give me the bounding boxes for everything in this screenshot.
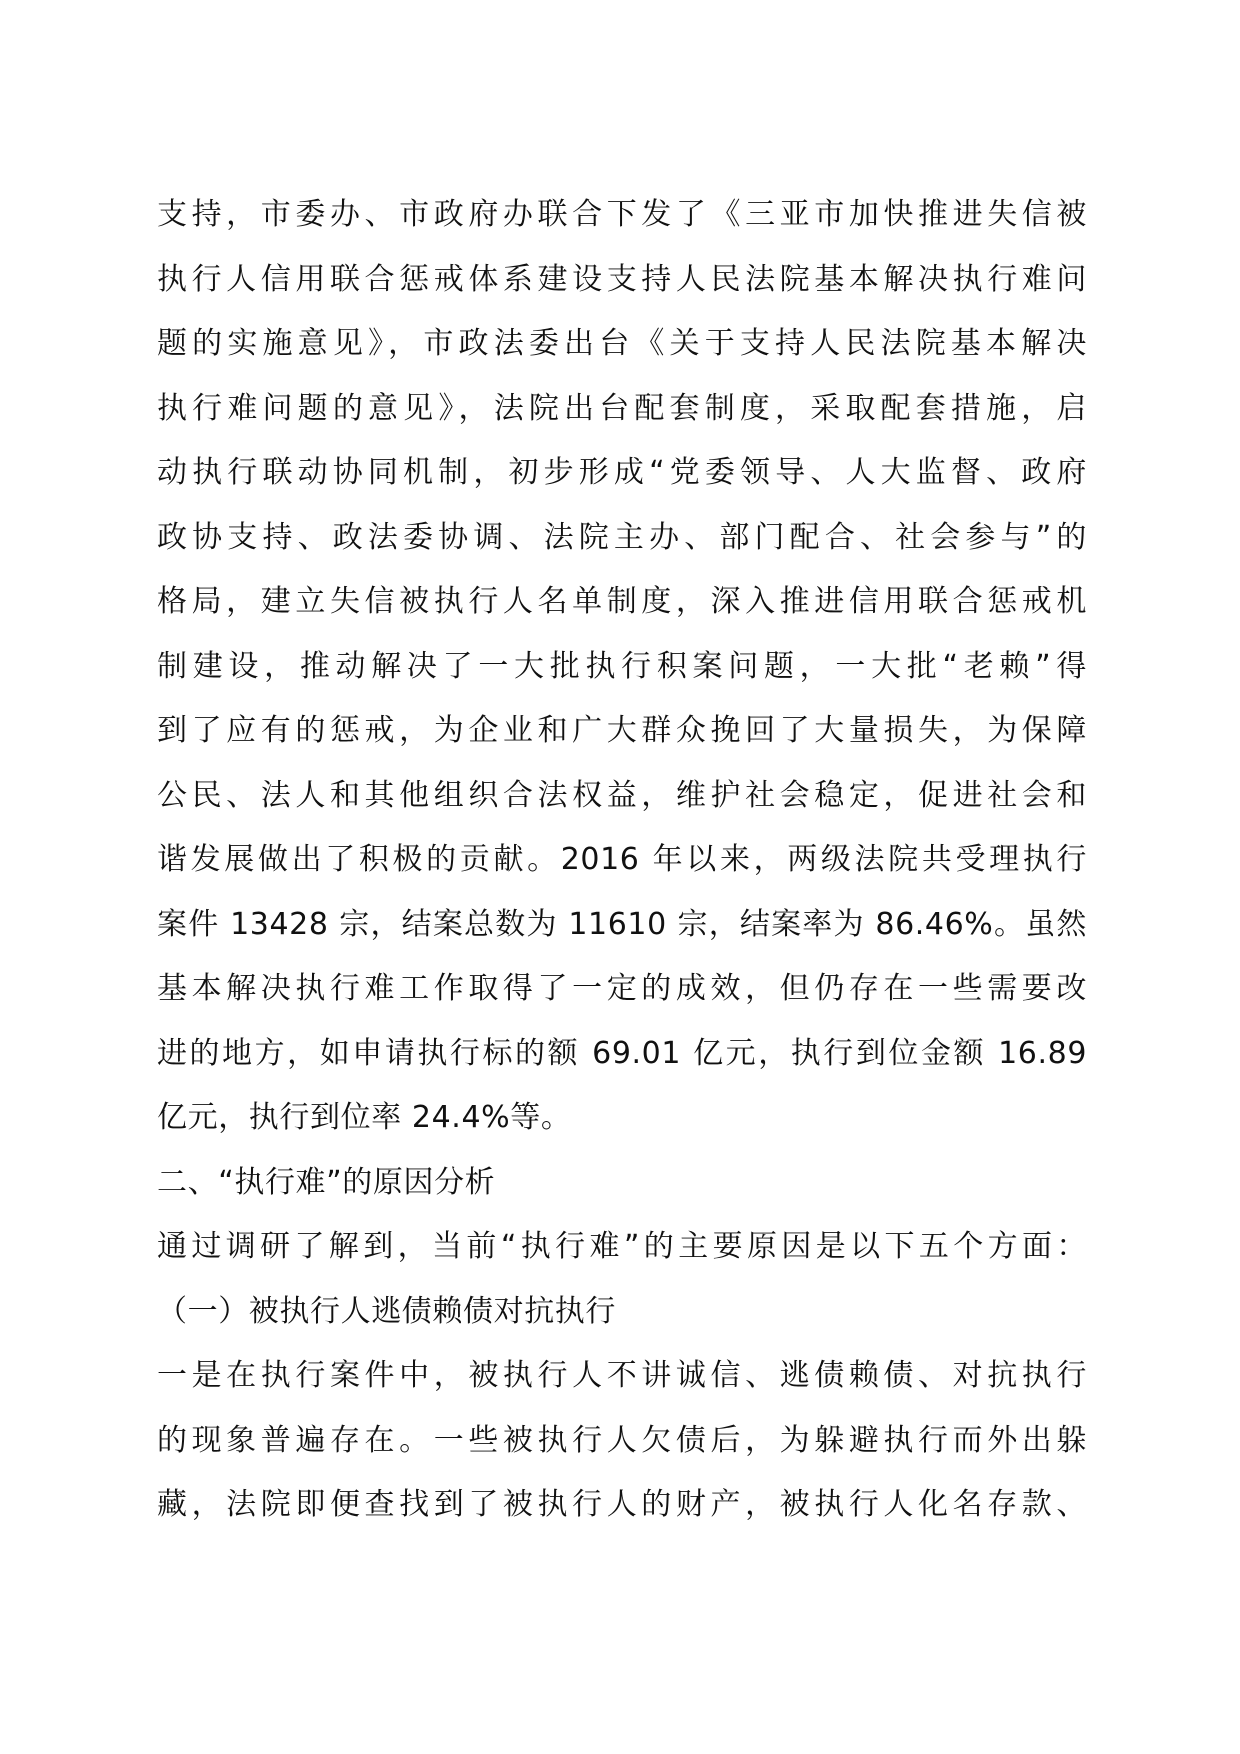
text-line: 支持，市委办、市政府办联合下发了《三亚市加快推进失信被 (157, 197, 1087, 232)
body-text (157, 183, 1087, 1538)
text-line: 案件 13428 宗，结案总数为 11610 宗，结案率为 86.46%。虽然 (157, 906, 1087, 942)
text-line: 一是在执行案件中，被执行人不讲诚信、逃债赖债、对抗执行 (157, 1358, 1087, 1393)
subsection-heading: （一）被执行人逃债赖债对抗执行 (157, 1293, 616, 1329)
text-line: 基本解决执行难工作取得了一定的成效，但仍存在一些需要改 (157, 971, 1087, 1006)
text-line: 动执行联动协同机制，初步形成“党委领导、人大监督、政府 (157, 455, 1087, 490)
text-line: 执行人信用联合惩戒体系建设支持人民法院基本解决执行难问 (157, 261, 1087, 297)
text-line: 公民、法人和其他组织合法权益，维护社会稳定，促进社会和 (157, 777, 1087, 813)
text-line: 到了应有的惩戒，为企业和广大群众挽回了大量损失，为保障 (157, 713, 1087, 748)
text-line: 格局，建立失信被执行人名单制度，深入推进信用联合惩戒机 (157, 584, 1087, 619)
text-line: 藏，法院即便查找到了被执行人的财产，被执行人化名存款、 (157, 1487, 1087, 1522)
text-line: 政协支持、政法委协调、法院主办、部门配合、社会参与”的 (157, 519, 1087, 555)
text-line: 通过调研了解到，当前“执行难”的主要原因是以下五个方面： (157, 1229, 1087, 1264)
text-line: 的现象普遍存在。一些被执行人欠债后，为躲避执行而外出躲 (157, 1422, 1087, 1458)
section-heading: 二、“执行难”的原因分析 (157, 1164, 496, 1200)
text-line: 进的地方，如申请执行标的额 69.01 亿元，执行到位金额 16.89 (157, 1035, 1087, 1071)
text-line: 亿元，执行到位率 24.4%等。 (157, 1100, 572, 1135)
text-line: 制建设，推动解决了一大批执行积案问题，一大批“老赖”得 (157, 648, 1087, 684)
text-line: 谐发展做出了积极的贡献。2016 年以来，两级法院共受理执行 (157, 842, 1087, 877)
text-line: 执行难问题的意见》，法院出台配套制度，采取配套措施，启 (157, 390, 1087, 426)
text-line: 题的实施意见》，市政法委出台《关于支持人民法院基本解决 (157, 326, 1087, 361)
